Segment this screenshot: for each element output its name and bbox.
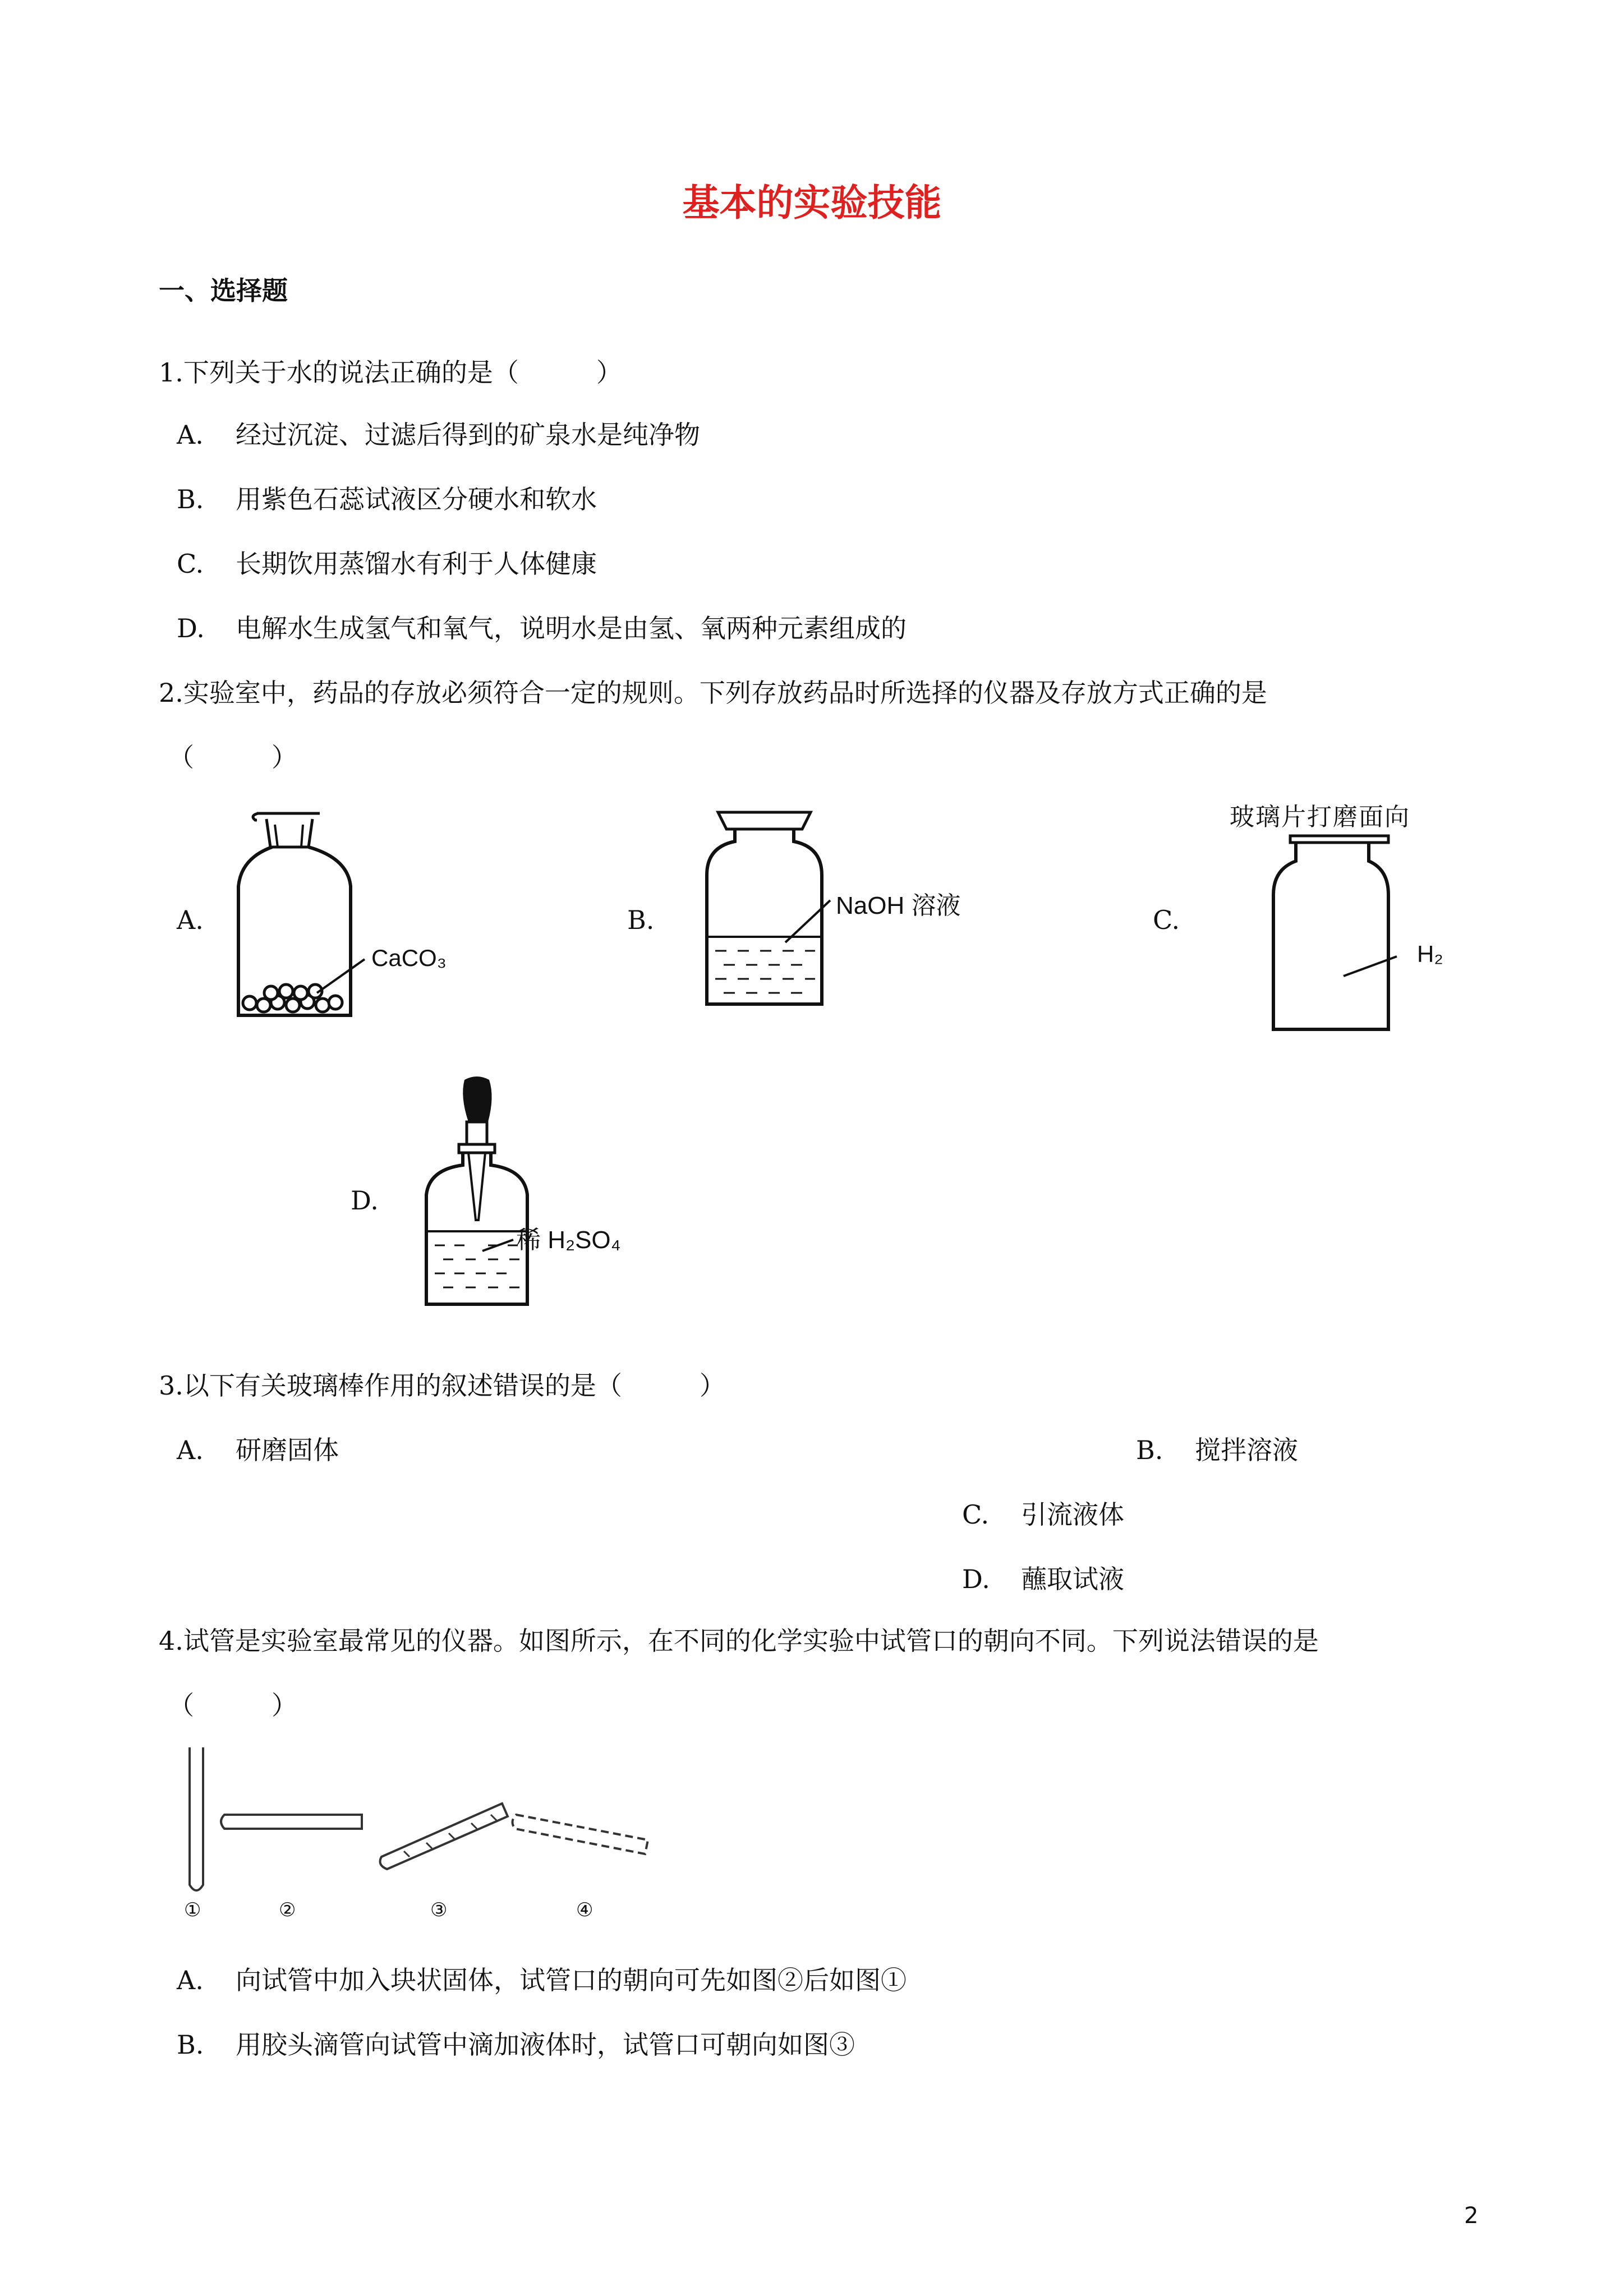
q3-option-d-text: 蘸取试液 <box>1021 1564 1124 1594</box>
q2-option-c-letter: C. <box>1153 905 1180 935</box>
figure-label-3: ③ <box>430 1899 448 1921</box>
question-1-stem: 1.下列关于水的说法正确的是（ ） <box>159 357 622 388</box>
q3-option-b-text: 搅拌溶液 <box>1195 1435 1298 1465</box>
q1-option-b-text: 用紫色石蕊试液区分硬水和软水 <box>236 484 597 514</box>
label-glass-plate: 玻璃片打磨面向 <box>1230 803 1410 831</box>
q4-option-b-letter: B. <box>177 2030 204 2060</box>
question-3-stem: 3.以下有关玻璃棒作用的叙述错误的是（ ） <box>159 1370 725 1401</box>
bottle-caco3-figure <box>224 808 381 1021</box>
q1-option-b-letter: B. <box>177 484 204 514</box>
q4-option-b-text: 用胶头滴管向试管中滴加液体时，试管口可朝向如图③ <box>236 2030 855 2060</box>
q3-option-b-letter: B. <box>1136 1435 1163 1465</box>
q3-option-d-letter: D. <box>962 1564 990 1594</box>
q1-option-d-text: 电解水生成氢气和氧气，说明水是由氢、氧两种元素组成的 <box>236 613 907 643</box>
q3-option-c-letter: C. <box>962 1499 990 1530</box>
label-naoh: NaOH 溶液 <box>836 892 961 919</box>
bottle-h2-figure <box>1257 830 1425 1038</box>
q4-option-a-letter: A. <box>177 1965 204 1995</box>
q2-option-d-letter: D. <box>351 1185 379 1216</box>
dropper-bottle-figure <box>415 1074 539 1310</box>
label-h2so4: 稀 H₂SO₄ <box>516 1226 621 1254</box>
question-2-stem: 2.实验室中，药品的存放必须符合一定的规则。下列存放药品时所选择的仪器及存放方式正确的是 <box>159 678 1267 708</box>
q2-option-b-letter: B. <box>627 905 655 935</box>
test-tube-orientations-figure <box>180 1745 718 1918</box>
q3-option-a-text: 研磨固体 <box>236 1435 339 1465</box>
q1-option-a-text: 经过沉淀、过滤后得到的矿泉水是纯净物 <box>236 420 700 450</box>
q1-option-a-letter: A. <box>177 420 204 450</box>
label-h2: H₂ <box>1417 941 1443 967</box>
figure-label-2: ② <box>279 1899 296 1921</box>
label-caco3: CaCO₃ <box>371 945 447 971</box>
figure-label-1: ① <box>184 1899 201 1921</box>
section-heading: 一、选择题 <box>159 275 288 306</box>
question-4-paren: （ ） <box>168 1690 297 1720</box>
bottle-naoh-figure <box>696 808 841 1010</box>
q3-option-c-text: 引流液体 <box>1021 1499 1124 1530</box>
page-title: 基本的实验技能 <box>682 181 942 224</box>
q1-option-c-text: 长期饮用蒸馏水有利于人体健康 <box>236 549 597 579</box>
q4-option-a-text: 向试管中加入块状固体，试管口的朝向可先如图②后如图① <box>236 1965 907 1995</box>
question-4-stem: 4.试管是实验室最常见的仪器。如图所示，在不同的化学实验中试管口的朝向不同。下列说法错误的是 <box>159 1626 1319 1656</box>
q3-option-a-letter: A. <box>177 1435 204 1465</box>
q1-option-c-letter: C. <box>177 549 204 579</box>
question-2-paren: （ ） <box>168 742 297 772</box>
figure-label-4: ④ <box>576 1899 594 1921</box>
page-number: 2 <box>1464 2203 1479 2229</box>
q1-option-d-letter: D. <box>177 613 205 643</box>
q2-option-a-letter: A. <box>177 905 204 935</box>
